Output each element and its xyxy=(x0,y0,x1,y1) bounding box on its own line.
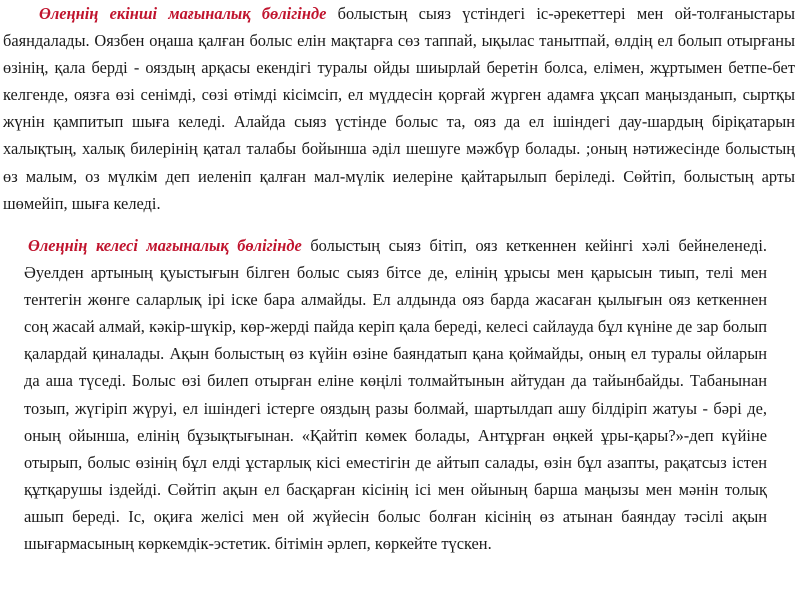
paragraph-1-text: болыстың сыяз үстіндегі іс-әрекеттері мен ой-толғаныстары баяндалады. Оязбен оңаша қалған болыс елін мақтарға сөз таппай, ықылас танытпай, өлдің ел болып отырғаны өзінің, қала берді - ояздың арқасы екендігі туралы ойды шиырлай беретін болса, елімен, жұртымен бетпе-бет келгенде, оязға өзі сенімді, сөзі өтімді кісімсіп, ел мүддесін қорғай жүрген адамға ұқсап маңызданып, сыртқы жүнін қампитып шыға келеді. Алайда сыяз үстінде болыс та, ояз да ел ішіндегі дау-шардың біріқатарын халықтың, халық билерінің қатал талабы бойынша әділ шешуге мәжбүр болады. ;оның нәтижесінде болыстың өз малым, оз мүлкім деп иеленіп қалған мал-мүлік иелеріне қайтарылып беріледі. Сөйтіп, болыстың арты шөмейіп, шыға келеді. xyxy=(3,4,795,213)
paragraph-2-highlight: Өлеңнің келесі мағыналық бөлігінде xyxy=(28,236,302,255)
paragraph-2 xyxy=(24,232,767,557)
paragraph-1 xyxy=(3,0,795,217)
paragraph-2-text: болыстың сыяз бітіп, ояз кеткеннен кейінгі хәлі бейнеленеді. Әуелден артының қуыстығын білген болыс сыяз бітсе де, елінің ұрысы мен қарысын тиып, телі мен тентегін жөнге саларлық ірі іске бара алмайды. Ел алдында ояз барда жасаған қылығын ояз кеткеннен соң жасай алмай, кәкір-шүкір, көр-жерді пайда керіп қала береді, келесі сайлауда бұл күніне де зар болып қалардай қиналады. Ақын болыстың өз күйін өзіне баяндатып қана қоймайды, оның ел туралы ойларын да аша түседі. Болыс өзі билеп отырған еліне көңілі толмайтынын айтудан да тайынбайды. Табанынан тозып, жүгіріп жүруі, ел ішіндегі істерге ояздың разы болмай, шартылдап ашу білдіріп жатуы - бәрі де, оның ойынша, елінің бұзықтығынан. «Қайтіп көмек болады, Антұрған өңкей ұры-қары?»-деп күйіне отырып, болыс өзінің бұл елді ұстарлық кісі еместігін де айтып салады, өзін бұл азапты, рақатсыз істен құтқарушы іздейді. Сөйтіп ақын ел басқарған кісінің ісі мен ойының барша маңызы мен мәнін толық ашып береді. Іс, оқиға желісі мен ой жүйесін болыс болған кісінің өз атынан баяндау тәсілі ақын шығармасының көркемдік-эстетик. бітімін әрлеп, көркейте түскен. xyxy=(24,236,767,554)
paragraph-1-highlight: Өлеңнің екінші мағыналық бөлігінде xyxy=(39,4,327,23)
